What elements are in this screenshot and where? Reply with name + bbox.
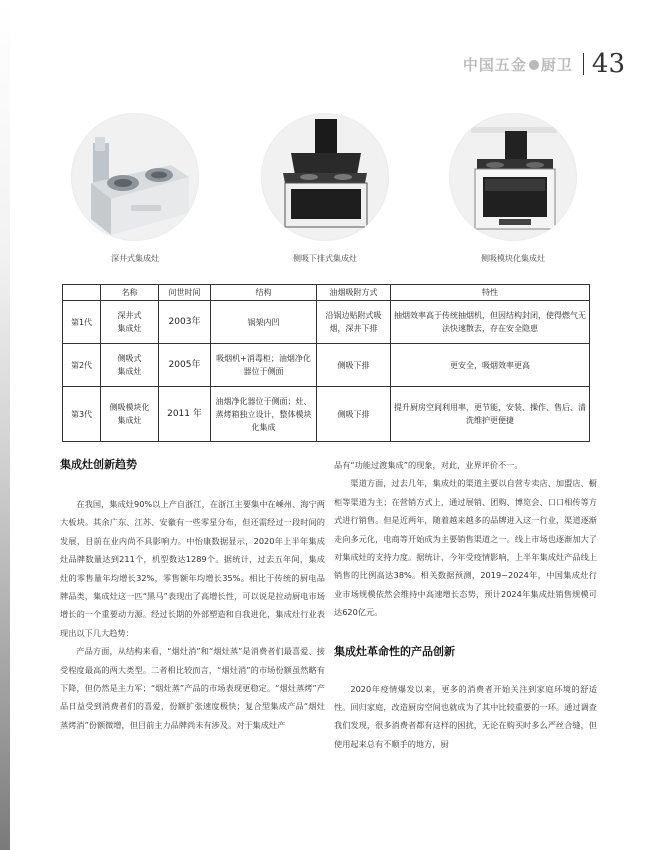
product-caption: 侧吸下排式集成灶: [293, 254, 357, 263]
generations-table: [62, 284, 590, 442]
year-cell: 2005年: [159, 344, 211, 387]
feature-cell: 提升厨房空间利用率，更节能，安装、操作、售后、清洗维护更便捷: [391, 387, 590, 442]
left-column: [60, 455, 325, 734]
method-cell: 侧吸下排: [317, 344, 391, 387]
paragraph: 2020年疫情爆发以来，更多的消费者开始关注到家庭环境的舒适性。回归家庭，改造厨房空间也就成为了其中比较重要的一环。通过调查我们发现，很多消费者都有这样的困扰，无论在购买时多么严丝合缝，但使用起来总有不顺手的地方，厨: [334, 683, 597, 749]
name-cell: 侧吸模块化 集成灶: [101, 387, 159, 442]
product-caption: 侧吸模块化集成灶: [481, 254, 545, 263]
header-divider: [583, 53, 584, 75]
product-side-draw-modular: [438, 113, 588, 263]
product-images-row: [60, 113, 590, 273]
table-header: 问世时间: [159, 285, 211, 301]
feature-cell: 抽烟效率高于传统抽烟机，但因结构封闭，使得燃气无法快速散去，存在安全隐患: [391, 301, 590, 344]
page-header: [463, 47, 625, 81]
page-edge-shadow: [0, 0, 10, 850]
structure-cell: 吸烟机+消毒柜；油烟净化器位于侧面: [211, 344, 317, 387]
paragraph: 品有“功能过渡集成”的现象，对此，业界评价不一。: [334, 460, 523, 470]
paragraph: 产品方面，从结构来看，“烟灶消”和“烟灶蒸”是消费者们最喜爱、接受程度最高的两大类型。二者相比较而言，“烟灶消”的市场份额虽然略有下降，但仍然是主力军；“烟灶蒸”产品的市场表现更稳定。“烟灶蒸烤”产品日益受到消费者们的喜爱，份额扩张速度极快；复合型集成产品“烟灶蒸烤消”份额微增，但目前主力品牌尚未有涉及。对于集成灶产: [60, 646, 325, 730]
name-cell: 侧吸式 集成灶: [101, 344, 159, 387]
gen-cell: 第2代: [63, 344, 101, 387]
paragraph: 在我国，集成灶90%以上产自浙江，在浙江主要集中在嵊州、海宁两大板块。其余广东、江苏、安徽有一些零星分布，但还需经过一段时间的发展，目前在业内尚不具影响力。中怡康数据显示，2020年上半年集成灶品牌数量达到211个，机型数达1289个。据统计，过去五年间，集成灶的零售量年均增长32%，零售额年均增长35%。相比于传统的厨电品牌品类，集成灶这一匹“黑马”表现出了高增长性，可以说是拉动厨电市场增长的一个重要动力源。经过长期的外部塑造和自我进化，集成灶行业表现出以下几大趋势：: [60, 499, 325, 638]
table-row: [63, 387, 590, 442]
gen-cell: 第1代: [63, 301, 101, 344]
section-heading: 集成灶创新趋势: [60, 458, 137, 471]
table-header: 特性: [391, 285, 590, 301]
page-number: 43: [591, 49, 625, 79]
deep-well-stove-image: [71, 113, 199, 241]
table-header: 名称: [101, 285, 159, 301]
table-header: 结构: [211, 285, 317, 301]
side-draw-modular-stove-image: [449, 113, 577, 241]
table-header: 油烟吸附方式: [317, 285, 391, 301]
brand-dot-icon: [529, 60, 539, 70]
structure-cell: 锅架内凹: [211, 301, 317, 344]
product-deep-well: [60, 113, 210, 263]
gen-cell: 第3代: [63, 387, 101, 442]
product-side-draw-down: [250, 113, 400, 263]
right-column: [334, 456, 597, 753]
method-cell: 侧吸下排: [317, 387, 391, 442]
year-cell: 2011 年: [159, 387, 211, 442]
table-header-row: [63, 285, 590, 301]
section-heading: 集成灶革命性的产品创新: [334, 644, 455, 658]
magazine-brand: 中国五金 厨卫: [462, 55, 573, 74]
structure-cell: 油烟净化器位于侧面；灶、蒸烤箱独立设计，整体模块化集成: [211, 387, 317, 442]
table-row: [63, 301, 590, 344]
table-header: [63, 285, 101, 301]
table-row: [63, 344, 590, 387]
feature-cell: 更安全，吸烟效率更高: [391, 344, 590, 387]
year-cell: 2003年: [159, 301, 211, 344]
side-draw-down-exhaust-stove-image: [261, 113, 389, 241]
paragraph: 渠道方面，过去几年，集成灶的渠道主要以自营专卖店、加盟店、橱柜等渠道为主；在营销方式上，通过展销、团购、博览会、口口相传等方式进行销售。但是近两年，随着越来越多的品牌进入这一行业，渠道逐渐走向多元化，电商等开始成为主要销售渠道之一。线上市场也逐渐加大了对集成灶的支持力度。据统计，今年受疫情影响，上半年集成灶产品线上销售的比例高达38%。相关数据预测，2019~2024年，中国集成灶行业市场规模依然会维持中高速增长态势，预计2024年集成灶销售规模可达620亿元。: [334, 478, 597, 618]
product-caption: 深井式集成灶: [111, 254, 159, 263]
method-cell: 沿锅边贴附式吸烟，深井下排: [317, 301, 391, 344]
name-cell: 深井式 集成灶: [101, 301, 159, 344]
